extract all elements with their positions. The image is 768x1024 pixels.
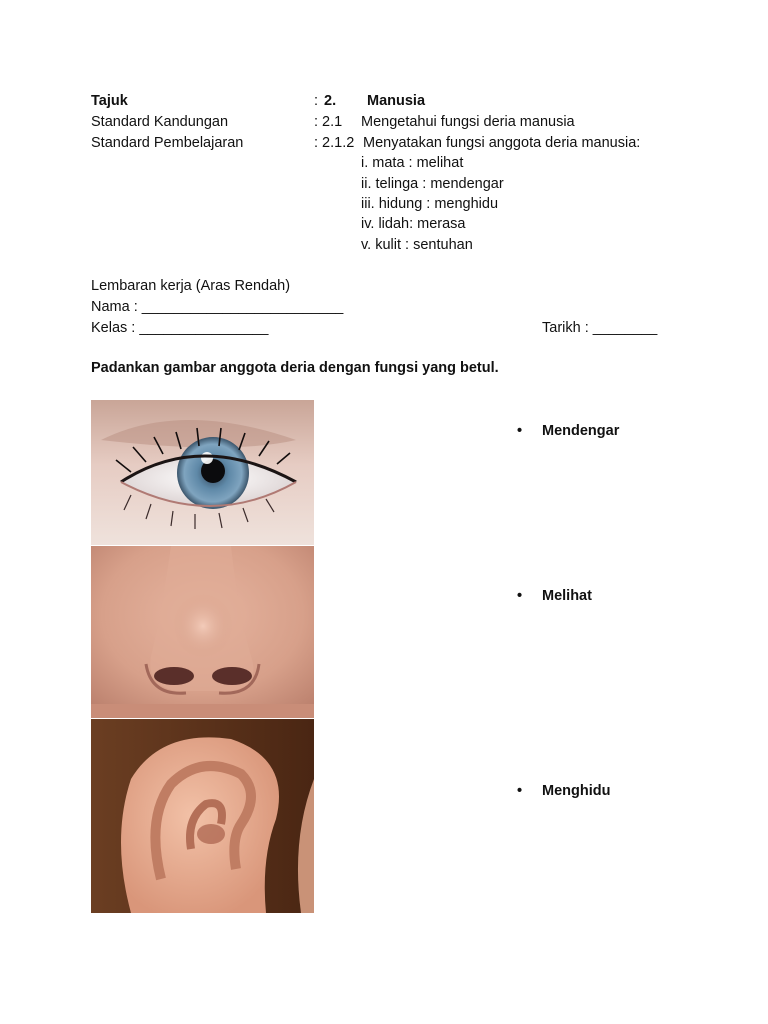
answer-label: Melihat	[542, 588, 592, 604]
standard-kandungan-code: : 2.1	[314, 114, 343, 130]
answer-label: Menghidu	[542, 783, 611, 799]
standard-pembelajaran-code: : 2.1.2	[314, 135, 355, 151]
tajuk-number: 2.	[324, 93, 337, 109]
nose-image	[91, 546, 314, 718]
tajuk-value: Manusia	[367, 93, 426, 109]
standard-kandungan-value: Mengetahui fungsi deria manusia	[361, 114, 575, 130]
function-item-kulit: v. kulit : sentuhan	[361, 237, 473, 253]
tajuk-colon: :	[314, 93, 319, 109]
bullet-icon: •	[517, 783, 523, 799]
eye-image	[91, 400, 314, 545]
answer-melihat	[517, 586, 592, 606]
standard-pembelajaran-label: Standard Pembelajaran	[91, 135, 244, 151]
bullet-icon: •	[517, 423, 523, 439]
standard-kandungan-label: Standard Kandungan	[91, 114, 229, 130]
tarikh-field: Tarikh : ________	[542, 320, 658, 336]
function-item-hidung: iii. hidung : menghidu	[361, 196, 499, 212]
standard-pembelajaran-value: Menyatakan fungsi anggota deria manusia:	[363, 135, 641, 151]
answer-menghidu	[517, 781, 610, 801]
bullet-icon: •	[517, 588, 523, 604]
function-item-telinga: ii. telinga : mendengar	[361, 176, 504, 192]
worksheet-title: Lembaran kerja (Aras Rendah)	[91, 278, 291, 294]
function-item-lidah: iv. lidah: merasa	[361, 216, 466, 232]
tajuk-label: Tajuk	[91, 93, 128, 109]
answer-mendengar	[517, 421, 619, 441]
nama-field: Nama : _________________________	[91, 299, 344, 315]
answer-label: Mendengar	[542, 423, 620, 439]
instruction: Padankan gambar anggota deria dengan fungsi yang betul.	[91, 360, 499, 376]
kelas-field: Kelas : ________________	[91, 320, 269, 336]
function-item-mata: i. mata : melihat	[361, 155, 464, 171]
ear-image	[91, 719, 314, 913]
